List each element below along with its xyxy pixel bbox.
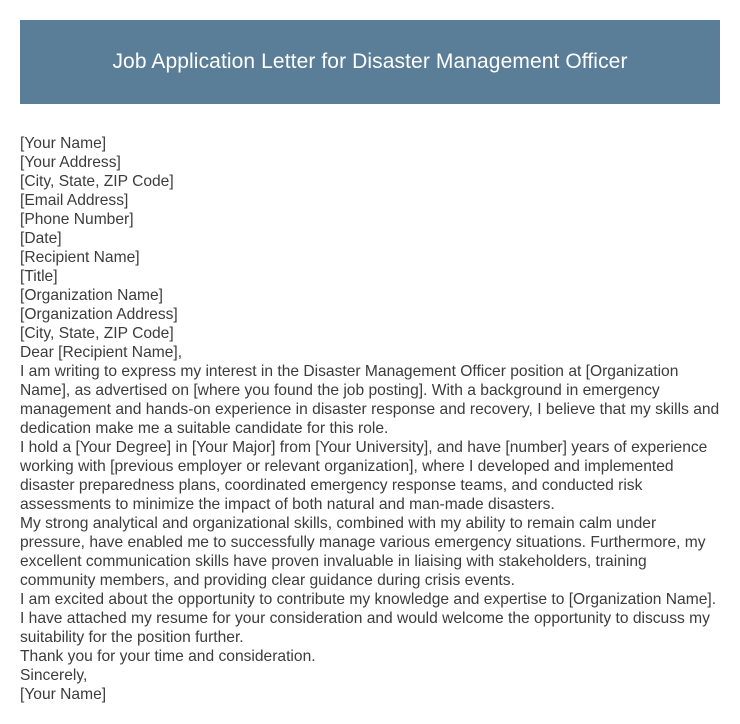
paragraph-qualifications: I hold a [Your Degree] in [Your Major] from [Your University], and have [number] years of experience working with [previous employer or relevant organization], where I developed and implemented disaster preparedness plans, coordinated emergency response teams, and conducted risk assessments to minimize the impact of both natural and man-made disasters. xyxy=(20,439,708,513)
paragraph-skills: My strong analytical and organizational skills, combined with my ability to remain calm under pressure, have enabled me to successfully manage various emergency situations. Furthermore, my excellent communication skills have proven invaluable in liaising with stakeholders, training community members, and providing clear guidance during crisis events. xyxy=(20,515,706,589)
closing: Sincerely, xyxy=(20,667,88,684)
recipient-title: [Title] xyxy=(20,268,58,285)
recipient-address: [Organization Address] xyxy=(20,306,178,323)
letter-title-banner xyxy=(20,20,720,104)
recipient-name: [Recipient Name] xyxy=(20,249,140,266)
sender-name: [Your Name] xyxy=(20,135,107,152)
signature: [Your Name] xyxy=(20,686,107,703)
recipient-organization: [Organization Name] xyxy=(20,287,164,304)
sender-phone: [Phone Number] xyxy=(20,211,134,228)
paragraph-thanks: Thank you for your time and consideration. xyxy=(20,648,316,665)
paragraph-closing-interest: I am excited about the opportunity to contribute my knowledge and expertise to [Organization Name]. I have attached my resume for your consideration and would welcome the opportunity to discuss my suitability for the position further. xyxy=(20,591,717,646)
recipient-city-state-zip: [City, State, ZIP Code] xyxy=(20,325,174,342)
letter-body xyxy=(20,134,722,704)
sender-address: [Your Address] xyxy=(20,154,121,171)
sender-city-state-zip: [City, State, ZIP Code] xyxy=(20,173,174,190)
sender-email: [Email Address] xyxy=(20,192,129,209)
letter-date: [Date] xyxy=(20,230,62,247)
paragraph-introduction: I am writing to express my interest in the Disaster Management Officer position at [Organization Name], as advertised on [where you found the job posting]. With a background in emergency management and hands-on experience in disaster response and recovery, I believe that my skills and dedication make me a suitable candidate for this role. xyxy=(20,363,720,437)
salutation: Dear [Recipient Name], xyxy=(20,344,183,361)
page-title: Job Application Letter for Disaster Management Officer xyxy=(112,50,628,73)
